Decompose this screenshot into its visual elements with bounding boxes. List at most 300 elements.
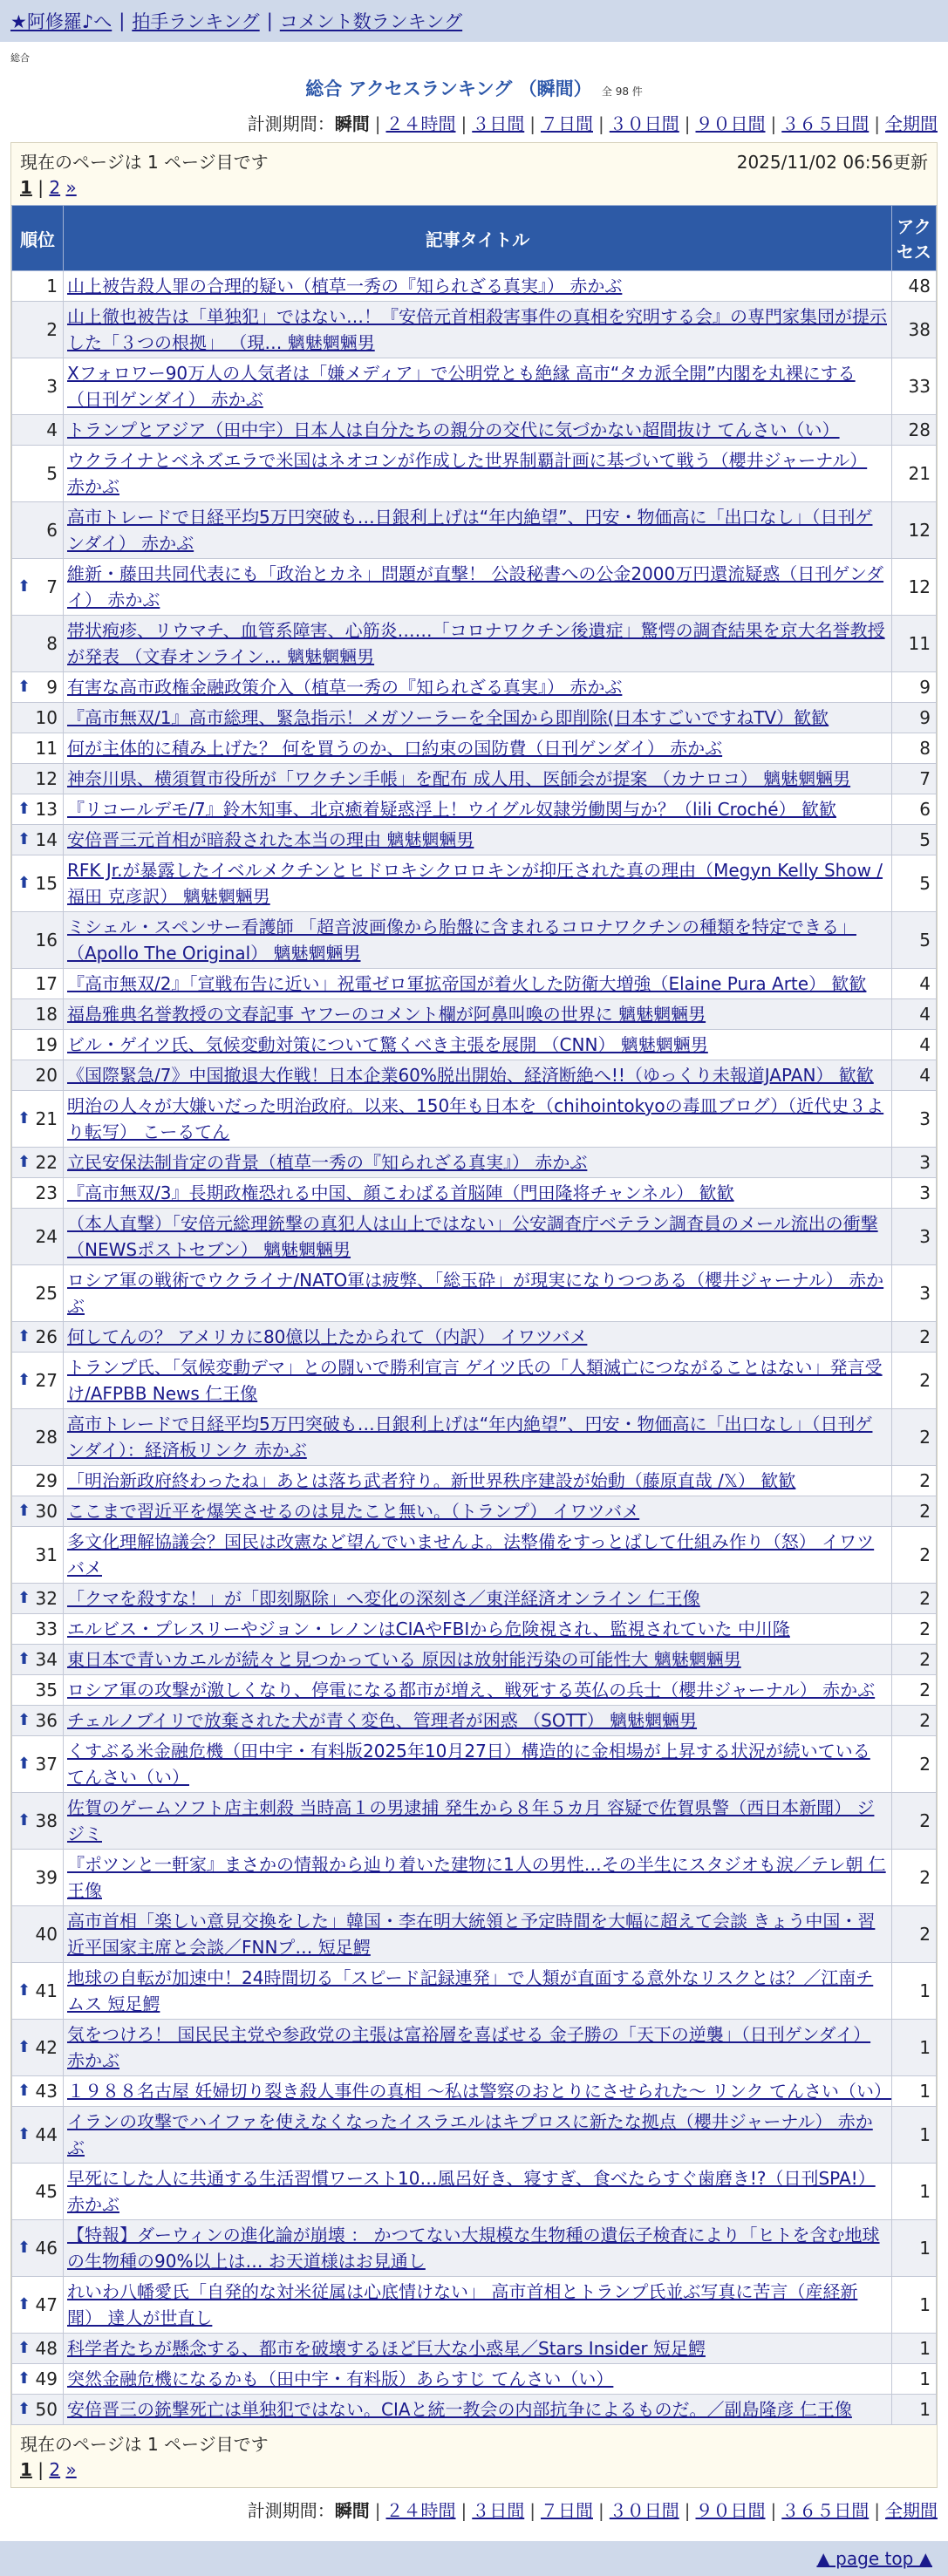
article-link[interactable]: 「クマを殺すな！」が「即刻駆除」へ変化の深刻さ／東洋経済オンライン 仁王像 [67, 1588, 700, 1609]
up-arrow-icon: ⬆ [17, 800, 31, 818]
article-link[interactable]: ミシェル・スペンサー看護師 「超音波画像から胎盤に含まれるコロナワクチンの種類を特定できる」（Apollo The Original） 魑魅魍魎男 [67, 917, 856, 964]
period-link-5[interactable]: ３６５日間 [781, 113, 870, 134]
table-row [12, 2395, 937, 2425]
access-count: 1 [892, 2076, 937, 2107]
up-arrow-icon: ⬆ [17, 678, 31, 696]
table-row [12, 1209, 937, 1265]
table-row [12, 1706, 937, 1736]
table-row [12, 1584, 937, 1614]
rank-number: 10 [35, 707, 58, 728]
article-link[interactable]: 高市トレードで日経平均5万円突破も…日銀利上げは“年内絶望”、円安・物価高に「出口なし」（日刊ゲンダイ） 赤かぶ [67, 507, 873, 554]
title-cell [64, 1178, 892, 1209]
rank-number: 28 [35, 1427, 58, 1448]
table-row [12, 1322, 937, 1353]
access-count: 7 [892, 764, 937, 794]
rank-cell [12, 733, 64, 764]
period-separator: | [529, 113, 535, 134]
rank-cell [12, 1584, 64, 1614]
period-bottom-link-6[interactable]: 全期間 [885, 2500, 938, 2521]
table-row [12, 764, 937, 794]
title-cell [64, 672, 892, 703]
article-link[interactable]: イランの攻撃でハイファを使えなくなったイスラエルはキプロスに新たな拠点（櫻井ジャーナル） 赤かぶ [67, 2111, 873, 2158]
article-link[interactable]: 有害な高市政権金融政策介入（植草一秀の『知られざる真実』） 赤かぶ [67, 677, 623, 698]
col-rank: 順位 [12, 206, 64, 271]
article-link[interactable]: ビル・ゲイツ氏、気候変動対策について驚くべき主張を展開 （CNN） 魑魅魍魎男 [67, 1034, 708, 1055]
article-link[interactable]: 『ポツンと一軒家』まさかの情報から辿り着いた建物に1人の男性…その半生にスタジオも涙／テレ朝 仁王像 [67, 1854, 886, 1901]
article-link[interactable]: 佐賀のゲームソフト店主刺殺 当時高１の男逮捕 発生から８年５カ月 容疑で佐賀県警（西日本新聞） ジジミ [67, 1797, 875, 1844]
access-count: 9 [892, 672, 937, 703]
article-link[interactable]: 気をつけろ！ 国民民主党や参政党の主張は富裕層を喜ばせる 金子勝の「天下の逆襲」（日刊ゲンダイ） 赤かぶ [67, 2024, 871, 2071]
period-current: 瞬間 [334, 113, 370, 134]
rank-cell [12, 2107, 64, 2164]
article-link[interactable]: 帯状疱疹、リウマチ、血管系障害、心筋炎……「コロナワクチン後遺症」驚愕の調査結果を京大名誉教授が発表 （文春オンライン… 魑魅魍魎男 [67, 620, 885, 667]
rank-number: 43 [35, 2081, 58, 2102]
period-separator: | [460, 113, 467, 134]
rank-number: 49 [35, 2368, 58, 2389]
article-link[interactable]: 安倍晋三の銃撃死亡は単独犯ではない。CIAと統一教会の内部抗争によるものだ。／副島隆彦 仁王像 [67, 2399, 852, 2420]
rank-number: 14 [35, 829, 58, 850]
rank-number: 26 [35, 1326, 58, 1347]
rank-number: 21 [35, 1108, 58, 1129]
access-count: 2 [892, 1409, 937, 1466]
table-row [12, 672, 937, 703]
rank-cell [12, 2220, 64, 2277]
rank-cell [12, 1148, 64, 1178]
title-cell [64, 733, 892, 764]
title-cell [64, 1030, 892, 1060]
article-link[interactable]: 多文化理解協議会？国民は改憲など望んでいませんよ。法整備をすっとばして仕組み作り（怒） イワツバメ [67, 1531, 875, 1578]
rank-cell [12, 1060, 64, 1091]
access-count: 1 [892, 2220, 937, 2277]
article-link[interactable]: 維新・藤田共同代表にも「政治とカネ」問題が直撃！ 公設秘書への公金2000万円還流疑惑（日刊ゲンダイ） 赤かぶ [67, 563, 884, 610]
article-link[interactable]: 《国際緊急/7》中国撤退大作戦！日本企業60%脱出開始、経済断絶へ!!（ゆっくり未報道JAPAN） 歓歓 [67, 1065, 874, 1086]
article-link[interactable]: トランプとアジア（田中宇）日本人は自分たちの親分の交代に気づかない超間抜け てんさい（い） [67, 419, 840, 440]
table-row [12, 2277, 937, 2334]
rank-number: 34 [35, 1649, 58, 1670]
access-count: 2 [892, 1527, 937, 1584]
rank-number: 19 [35, 1034, 58, 1055]
article-link[interactable]: 地球の自転が加速中！24時間切る「スピード記録連発」で人類が直面する意外なリスクとは？／江南チムス 短足鰐 [67, 1967, 874, 2014]
rank-cell [12, 1906, 64, 1963]
access-count: 2 [892, 1850, 937, 1906]
rank-number: 48 [35, 2338, 58, 2359]
article-link[interactable]: れいわ八幡愛氏「自発的な対米従属は心底情けない」 高市首相とトランプ氏並ぶ写真に苦言（産経新聞） 達人が世直し [67, 2281, 858, 2328]
title-cell [64, 703, 892, 733]
article-link[interactable]: 【特報】ダーウィンの進化論が崩壊 ： かつてない大規模な生物種の遺伝子検査により「ヒトを含む地球の生物種の90%以上は… お天道様はお見通し [67, 2225, 880, 2272]
up-arrow-icon: ⬆ [17, 1153, 31, 1171]
pager [11, 174, 937, 205]
rank-number: 18 [35, 1004, 58, 1025]
table-row [12, 2334, 937, 2364]
home-link[interactable]: ★阿修羅♪へ [10, 11, 113, 32]
rank-cell [12, 2277, 64, 2334]
rank-cell [12, 1675, 64, 1706]
up-arrow-icon: ⬆ [17, 2295, 31, 2314]
title-cell [64, 912, 892, 969]
period-current: 瞬間 [334, 2500, 370, 2521]
title-cell [64, 794, 892, 825]
rank-cell [12, 2334, 64, 2364]
rank-cell [12, 502, 64, 559]
total-count: 全 98 件 [601, 85, 643, 98]
up-arrow-icon: ⬆ [17, 874, 31, 892]
category-tag: 総合 [10, 52, 30, 64]
rank-number: 6 [46, 520, 58, 541]
title-cell [64, 999, 892, 1030]
period-bottom-link-4[interactable]: ９０日間 [695, 2500, 766, 2521]
period-separator: | [684, 113, 691, 134]
access-count: 1 [892, 2364, 937, 2395]
up-arrow-icon: ⬆ [17, 1327, 31, 1346]
access-count: 11 [892, 616, 937, 672]
article-link[interactable]: 何が主体的に積み上げた？ 何を買うのか、口約束の国防費（日刊ゲンダイ） 赤かぶ [67, 738, 723, 759]
rank-number: 15 [35, 873, 58, 894]
article-link[interactable]: ここまで習近平を爆笑させるのは見たこと無い。（トランプ） イワツバメ [67, 1501, 640, 1522]
up-arrow-icon: ⬆ [17, 830, 31, 848]
up-arrow-icon: ⬆ [17, 2082, 31, 2100]
rank-cell [12, 2164, 64, 2220]
pager-next[interactable]: » [65, 2459, 77, 2480]
article-link[interactable]: 安倍晋三元首相が暗殺された本当の理由 魑魅魍魎男 [67, 829, 474, 850]
table-row [12, 703, 937, 733]
table-row [12, 1091, 937, 1148]
title-cell [64, 1060, 892, 1091]
rank-number: 16 [35, 930, 58, 951]
rank-cell [12, 1963, 64, 2020]
rank-cell [12, 1793, 64, 1850]
title-cell [64, 415, 892, 446]
ranking-table [11, 205, 937, 2425]
table-row [12, 415, 937, 446]
rank-number: 25 [35, 1283, 58, 1304]
rank-number: 27 [35, 1370, 58, 1391]
rank-number: 24 [35, 1226, 58, 1247]
comment-ranking-link[interactable]: コメント数ランキング [279, 11, 463, 32]
title-cell [64, 2220, 892, 2277]
rank-number: 12 [35, 768, 58, 789]
rank-cell [12, 1645, 64, 1675]
access-count: 2 [892, 1706, 937, 1736]
title-cell [64, 2395, 892, 2425]
pager-page-2[interactable]: 2 [49, 177, 61, 198]
rank-cell [12, 1030, 64, 1060]
title-cell [64, 855, 892, 912]
period-bottom-link-1[interactable]: ３日間 [472, 2500, 525, 2521]
rank-number: 7 [46, 576, 58, 597]
title-cell [64, 1706, 892, 1736]
title-cell [64, 764, 892, 794]
period-link-2[interactable]: ７日間 [541, 113, 593, 134]
period-link-4[interactable]: ９０日間 [695, 113, 766, 134]
title-cell [64, 271, 892, 302]
title-cell [64, 1496, 892, 1527]
period-separator: | [684, 2500, 691, 2521]
article-link[interactable]: 突然金融危機になるかも（田中宇・有料版）あらすじ てんさい（い） [67, 2368, 614, 2389]
rank-number: 36 [35, 1710, 58, 1731]
rank-cell [12, 1614, 64, 1645]
article-link[interactable]: 『高市無双/2』「宣戦布告に近い」祝電ゼロ軍拡帝国が着火した防衛大増強（Elaine Pura Arte） 歓歓 [67, 973, 867, 994]
article-link[interactable]: 山上被告殺人罪の合理的疑い（植草一秀の『知られざる真実』） 赤かぶ [67, 276, 623, 296]
rank-number: 31 [35, 1544, 58, 1565]
article-link[interactable]: くすぶる米金融危機（田中宇・有料版2025年10月27日）構造的に金相場が上昇する状況が続いている てんさい（い） [67, 1741, 870, 1788]
table-row [12, 2107, 937, 2164]
title-cell [64, 1409, 892, 1466]
article-link[interactable]: 高市トレードで日経平均5万円突破も…日銀利上げは“年内絶望”、円安・物価高に「出口なし」（日刊ゲンダイ）：経済板リンク 赤かぶ [67, 1414, 873, 1461]
table-row [12, 502, 937, 559]
article-link[interactable]: エルビス・プレスリーやジョン・レノンはCIAやFBIから危険視され、監視されていた 中川隆 [67, 1619, 790, 1639]
table-row [12, 1496, 937, 1527]
article-link[interactable]: 神奈川県、横須賀市役所が「ワクチン手帳」を配布 成人用、医師会が提案 （カナロコ） 魑魅魍魎男 [67, 768, 851, 789]
article-link[interactable]: トランプ氏、「気候変動デマ」との闘いで勝利宣言 ゲイツ氏の「人類滅亡につながることはない」発言受け/AFPBB News 仁王像 [67, 1357, 883, 1404]
page-title: 総合 アクセスランキング （瞬間） [305, 78, 592, 99]
title-cell [64, 1265, 892, 1322]
rank-cell [12, 358, 64, 415]
rank-cell [12, 302, 64, 358]
access-count: 12 [892, 502, 937, 559]
rank-cell [12, 912, 64, 969]
table-row [12, 794, 937, 825]
rank-number: 4 [46, 419, 58, 440]
up-arrow-icon: ⬆ [17, 1711, 31, 1729]
clap-ranking-link[interactable]: 拍手ランキング [132, 11, 260, 32]
table-row [12, 1906, 937, 1963]
access-count: 3 [892, 1091, 937, 1148]
title-cell [64, 2277, 892, 2334]
article-link[interactable]: （本人直撃）「安倍元総理銃撃の真犯人は山上ではない」公安調査庁ベテラン調査員のメール流出の衝撃（NEWSポストセブン） 魑魅魍魎男 [67, 1213, 878, 1260]
table-row [12, 1178, 937, 1209]
table-row [12, 855, 937, 912]
rank-number: 2 [46, 319, 58, 340]
up-arrow-icon: ⬆ [17, 2400, 31, 2418]
up-arrow-icon: ⬆ [17, 2125, 31, 2143]
period-separator: | [770, 2500, 777, 2521]
rank-cell [12, 825, 64, 855]
rank-number: 32 [35, 1588, 58, 1609]
article-link[interactable]: ロシア軍の攻撃が激しくなり、停電になる都市が増え、戦死する英仏の兵士（櫻井ジャーナル） 赤かぶ [67, 1680, 876, 1700]
article-link[interactable]: 立民安保法制肯定の背景（植草一秀の『知られざる真実』） 赤かぶ [67, 1152, 588, 1173]
period-link-6[interactable]: 全期間 [885, 113, 938, 134]
nav-separator: | [266, 10, 273, 31]
pager-separator: | [38, 2459, 44, 2480]
page-info [11, 143, 937, 174]
rank-number: 23 [35, 1182, 58, 1203]
access-count: 1 [892, 2164, 937, 2220]
table-row [12, 1148, 937, 1178]
table-row [12, 999, 937, 1030]
rank-cell [12, 616, 64, 672]
title-cell [64, 358, 892, 415]
rank-cell [12, 1466, 64, 1496]
period-link-3[interactable]: ３０日間 [609, 113, 679, 134]
rank-number: 13 [35, 799, 58, 820]
rank-number: 39 [35, 1867, 58, 1888]
period-bottom-link-3[interactable]: ３０日間 [609, 2500, 679, 2521]
article-link[interactable]: RFK Jr.が暴露したイベルメクチンとヒドロキシクロロキンが抑圧された真の理由（Megyn Kelly Show / 福田 克彦訳） 魑魅魍魎男 [67, 860, 883, 907]
access-count: 1 [892, 2277, 937, 2334]
rank-cell [12, 1850, 64, 1906]
top-nav [0, 0, 948, 42]
rank-number: 35 [35, 1680, 58, 1700]
article-link[interactable]: 科学者たちが懸念する、都市を破壊するほど巨大な小惑星／Stars Insider 短足鰐 [67, 2338, 706, 2359]
pager-bottom [11, 2456, 937, 2487]
title-cell [64, 825, 892, 855]
access-count: 21 [892, 446, 937, 502]
ranking-box [10, 142, 938, 2488]
table-row [12, 302, 937, 358]
rank-number: 29 [35, 1470, 58, 1491]
table-row [12, 2220, 937, 2277]
access-count: 2 [892, 1353, 937, 1409]
period-link-0[interactable]: ２４時間 [385, 113, 456, 134]
access-count: 1 [892, 2334, 937, 2364]
table-row [12, 969, 937, 999]
rank-number: 47 [35, 2294, 58, 2315]
rank-number: 41 [35, 1980, 58, 2001]
period-selector [0, 101, 948, 142]
pager-separator: | [38, 177, 44, 198]
table-row [12, 358, 937, 415]
up-arrow-icon: ⬆ [17, 1371, 31, 1389]
title-cell [64, 969, 892, 999]
table-row [12, 825, 937, 855]
pager-current: 1 [20, 2459, 32, 2480]
access-count: 48 [892, 271, 937, 302]
pager-page-2[interactable]: 2 [49, 2459, 61, 2480]
article-link[interactable]: 東日本で青いカエルが続々と見つかっている 原因は放射能汚染の可能性大 魑魅魍魎男 [67, 1649, 741, 1670]
access-count: 9 [892, 703, 937, 733]
rank-cell [12, 969, 64, 999]
access-count: 5 [892, 912, 937, 969]
article-link[interactable]: 山上徹也被告は「単独犯」ではない…！『安倍元首相殺害事件の真相を究明する会』の専門家集団が提示した「３つの根拠」 （現… 魑魅魍魎男 [67, 306, 887, 353]
access-count: 5 [892, 825, 937, 855]
period-bottom-link-0[interactable]: ２４時間 [385, 2500, 456, 2521]
article-link[interactable]: 福島雅典名誉教授の文春記事 ヤフーのコメント欄が阿鼻叫喚の世界に 魑魅魍魎男 [67, 1004, 706, 1025]
table-row [12, 2164, 937, 2220]
table-row [12, 446, 937, 502]
period-separator: | [598, 113, 604, 134]
title-cell [64, 1906, 892, 1963]
rank-number: 11 [35, 738, 58, 759]
article-link[interactable]: ウクライナとベネズエラで米国はネオコンが作成した世界制覇計画に基づいて戦う（櫻井ジャーナル） 赤かぶ [67, 450, 868, 497]
table-row [12, 2020, 937, 2076]
page-status-text: 現在のページは 1 ページ目です [20, 2434, 269, 2455]
period-bottom-link-2[interactable]: ７日間 [541, 2500, 593, 2521]
title-cell [64, 1527, 892, 1584]
access-count: 4 [892, 969, 937, 999]
title-cell [64, 1614, 892, 1645]
period-separator: | [874, 2500, 880, 2521]
table-row [12, 1060, 937, 1091]
table-row [12, 1793, 937, 1850]
access-count: 2 [892, 1466, 937, 1496]
title-cell [64, 1209, 892, 1265]
rank-number: 37 [35, 1754, 58, 1775]
rank-cell [12, 559, 64, 616]
title-cell [64, 1645, 892, 1675]
table-row [12, 1030, 937, 1060]
title-cell [64, 2076, 892, 2107]
access-count: 1 [892, 2020, 937, 2076]
rank-cell [12, 672, 64, 703]
article-link[interactable]: １９８８名古屋 妊婦切り裂き殺人事件の真相 ～私は警察のおとりにさせられた～ リンク てんさい（い） [67, 2081, 892, 2102]
pager-next[interactable]: » [65, 177, 77, 198]
col-access: アクセス [892, 206, 937, 271]
pager-current: 1 [20, 177, 32, 198]
up-arrow-icon: ⬆ [17, 1755, 31, 1773]
rank-number: 38 [35, 1810, 58, 1831]
rank-cell [12, 271, 64, 302]
title-cell [64, 1584, 892, 1614]
rank-cell [12, 999, 64, 1030]
title-cell [64, 616, 892, 672]
title-cell [64, 2334, 892, 2364]
title-cell [64, 1148, 892, 1178]
access-count: 2 [892, 1675, 937, 1706]
period-separator: | [460, 2500, 467, 2521]
access-count: 2 [892, 1614, 937, 1645]
title-cell [64, 502, 892, 559]
article-link[interactable]: 明治の人々が大嫌いだった明治政府。以来、150年も日本を（chihointokyoの毒皿ブログ）（近代史３より転写） こーるてん [67, 1095, 884, 1142]
rank-cell [12, 1209, 64, 1265]
table-row [12, 1527, 937, 1584]
rank-number: 1 [46, 276, 58, 296]
up-arrow-icon: ⬆ [17, 1502, 31, 1520]
period-separator: | [374, 2500, 381, 2521]
title-cell [64, 1675, 892, 1706]
article-link[interactable]: Xフォロワー90万人の人気者は「嫌メディア」で公明党とも絶縁 高市“タカ派全開”内閣を丸裸にする（日刊ゲンダイ） 赤かぶ [67, 363, 856, 410]
table-row [12, 1265, 937, 1322]
table-row [12, 1736, 937, 1793]
period-label: 計測期間： [247, 2500, 335, 2521]
table-row [12, 733, 937, 764]
period-link-1[interactable]: ３日間 [472, 113, 525, 134]
up-arrow-icon: ⬆ [17, 577, 31, 596]
table-row [12, 1466, 937, 1496]
table-row [12, 1409, 937, 1466]
access-count: 28 [892, 415, 937, 446]
title-cell [64, 1353, 892, 1409]
article-link[interactable]: 『リコールデモ/7』鈴木知事、北京癒着疑惑浮上！ウイグル奴隷労働関与か？（lili Croché） 歓歓 [67, 799, 836, 820]
title-cell [64, 1466, 892, 1496]
period-bottom-link-5[interactable]: ３６５日間 [781, 2500, 870, 2521]
article-link[interactable]: ロシア軍の戦術でウクライナ/NATO軍は疲弊、「総玉砕」が現実になりつつある（櫻井ジャーナル） 赤かぶ [67, 1270, 884, 1317]
rank-number: 45 [35, 2181, 58, 2202]
page-info-bottom [11, 2425, 937, 2456]
article-link[interactable]: 『高市無双/1』高市総理、緊急指示！メガソーラーを全国から即削除(日本すごいですねTV）歓歓 [67, 707, 829, 728]
table-row [12, 1353, 937, 1409]
article-link[interactable]: 高市首相「楽しい意見交換をした」韓国・李在明大統領と予定時間を大幅に超えて会談 きょう中国・習近平国家主席と会談／FNNプ… 短足鰐 [67, 1911, 876, 1958]
period-separator: | [874, 113, 880, 134]
access-count: 2 [892, 1645, 937, 1675]
article-link[interactable]: 『高市無双/3』長期政権恐れる中国、顔こわばる首脳陣（門田隆将チャンネル） 歓歓 [67, 1182, 734, 1203]
rank-cell [12, 2395, 64, 2425]
rank-number: 9 [46, 677, 58, 698]
rank-cell [12, 446, 64, 502]
table-row [12, 1675, 937, 1706]
access-count: 2 [892, 1906, 937, 1963]
article-link[interactable]: チェルノブイリで放棄された犬が青く変色、管理者が困惑 （SOTT） 魑魅魍魎男 [67, 1710, 698, 1731]
article-link[interactable]: 早死にした人に共通する生活習慣ワースト10…風呂好き、寝すぎ、食べたらすぐ歯磨き!?（日刊SPA!） 赤かぶ [67, 2168, 876, 2215]
rank-number: 42 [35, 2037, 58, 2058]
rank-number: 30 [35, 1501, 58, 1522]
article-link[interactable]: 「明治新政府終わったね」あとは落ち武者狩り。新世界秩序建設が始動（藤原直哉 /𝕏） 歓歓 [67, 1470, 796, 1491]
rank-cell [12, 1527, 64, 1584]
rank-number: 20 [35, 1065, 58, 1086]
rank-number: 33 [35, 1619, 58, 1639]
page-top-link[interactable]: ▲ page top ▲ [816, 2548, 932, 2569]
up-arrow-icon: ⬆ [17, 2038, 31, 2056]
article-link[interactable]: 何してんの？ アメリカに80億以上たかられて（内訳） イワツバメ [67, 1326, 588, 1347]
